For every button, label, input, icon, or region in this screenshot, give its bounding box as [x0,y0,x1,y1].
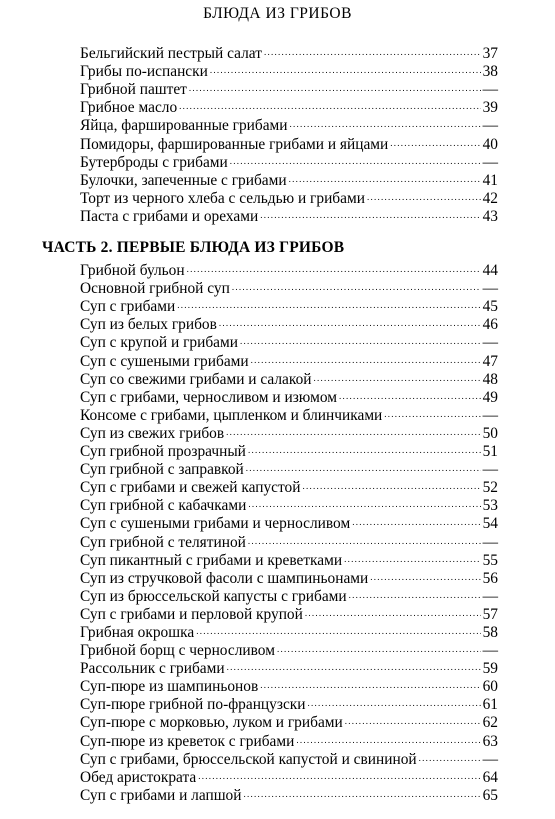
toc-entry-title: Суп-пюре грибной по-французски [80,696,306,714]
toc-entry-page: 44 [482,262,498,280]
toc-entry-title: Суп-пюре из креветок с грибами [80,732,295,750]
toc-entry-page: 52 [482,479,498,497]
toc-entry[interactable] [80,642,498,660]
toc-entry-title: Консоме с грибами, цыпленком и блинчиками [80,406,383,424]
dot-leader [345,714,481,732]
toc-entry-title: Суп грибной с телятиной [80,533,246,551]
toc-entry-title: Суп-пюре из шампиньонов [80,678,259,696]
dot-leader [210,63,481,81]
toc-entry-title: Суп с крупой и грибами [80,334,238,352]
toc-entry[interactable] [80,497,498,515]
dot-leader [189,81,481,99]
toc-entry-page: — [482,280,498,298]
toc-entry-page: 41 [482,171,498,189]
toc-entry-title: Суп-пюре с морковью, луком и грибами [80,714,343,732]
toc-entry-title: Суп из стручковой фасоли с шампиньонами [80,569,369,587]
dot-leader [384,407,480,425]
toc-entry-title: Суп с грибами и лапшой [80,786,242,804]
toc-entry[interactable] [80,696,498,714]
toc-entry-title: Бутерброды с грибами [80,153,228,171]
toc-entry[interactable] [80,63,498,81]
toc-entry-title: Грибная окрошка [80,623,195,641]
toc-entry[interactable] [80,154,498,172]
toc-entry-page: — [482,117,498,135]
toc-entry[interactable] [80,208,498,226]
dot-leader [352,515,480,533]
toc-entry-title: Суп из белых грибов [80,316,217,334]
toc-entry[interactable] [80,407,498,425]
toc-entry[interactable] [80,135,498,153]
toc-entry[interactable] [80,479,498,497]
toc-entry-page: 37 [482,45,498,63]
toc-entry-title: Суп с сушеными грибами [80,352,249,370]
toc-entry[interactable] [80,443,498,461]
toc-entry[interactable] [80,732,498,750]
toc-entry[interactable] [80,81,498,99]
toc-entry-title: Грибное масло [80,99,178,117]
toc-entry-page: 50 [482,424,498,442]
toc-entry-page: — [482,533,498,551]
toc-entry-title: Бельгийский пестрый салат [80,45,262,63]
dot-leader [305,606,481,624]
dot-leader [187,262,481,280]
toc-entry[interactable] [80,99,498,117]
toc-entry-page: 60 [482,678,498,696]
toc-entry-page: — [482,334,498,352]
dot-leader [339,389,481,407]
toc-entry[interactable] [80,751,498,769]
toc-entry-page: 38 [482,63,498,81]
toc-entry-title: Суп из брюссельской капусты с грибами [80,587,347,605]
toc-entry[interactable] [80,533,498,551]
toc-entry-title: Суп с грибами, брюссельской капустой и свининой [80,750,417,768]
dot-leader [302,479,480,497]
toc-entry-page: 55 [482,551,498,569]
toc-entry[interactable] [80,117,498,135]
toc-entry[interactable] [80,714,498,732]
dot-leader [177,298,480,316]
dot-leader [179,99,480,117]
toc-entry-page: 43 [482,207,498,225]
toc-entry-title: Грибной паштет [80,81,187,99]
dot-leader [277,642,481,660]
dot-leader [390,136,480,154]
dot-leader [344,552,480,570]
toc-entry-title: Суп с грибами, черносливом и изюмом [80,388,337,406]
toc-entry[interactable] [80,660,498,678]
toc-entry-page: 42 [482,189,498,207]
toc-entry-title: Суп грибной прозрачный [80,443,246,461]
toc-entry[interactable] [80,461,498,479]
toc-entry-title: Паста с грибами и орехами [80,207,259,225]
toc-part2-list [80,262,498,805]
toc-entry-title: Основной грибной суп [80,280,230,298]
toc-entry-title: Суп с грибами [80,298,176,316]
dot-leader [248,497,480,515]
dot-leader [349,588,481,606]
dot-leader [260,678,480,696]
toc-entry[interactable] [80,280,498,298]
dot-leader [248,443,481,461]
dot-leader [243,787,480,805]
toc-entry-title: Помидоры, фаршированные грибами и яйцами [80,135,389,153]
dot-leader [226,425,480,443]
toc-entry[interactable] [80,515,498,533]
page-header: БЛЮДА ИЗ ГРИБОВ [203,5,352,22]
toc-entry-page: 53 [482,497,498,515]
dot-leader [370,570,480,588]
toc-entry-page: 56 [482,569,498,587]
toc-entry-title: Яйца, фаршированные грибами [80,117,288,135]
toc-entry[interactable] [80,172,498,190]
toc-entry-page: 46 [482,316,498,334]
dot-leader [296,733,480,751]
toc-entry-page: 47 [482,352,498,370]
toc-entry[interactable] [80,190,498,208]
dot-leader [308,696,481,714]
toc-entry-page: 49 [482,388,498,406]
toc-entry-title: Суп с грибами и перловой крупой [80,605,303,623]
toc-entry[interactable] [80,769,498,787]
dot-leader [248,534,481,552]
toc-entry-title: Суп из свежих грибов [80,424,225,442]
toc-entry-page: 63 [482,732,498,750]
toc-entry-page: — [482,750,498,768]
toc-entry-title: Суп грибной с заправкой [80,461,244,479]
toc-entry-page: — [482,406,498,424]
toc-entry-page: 45 [482,298,498,316]
toc-entry[interactable] [80,352,498,370]
toc-entry-title: Суп грибной с кабачками [80,497,247,515]
toc-entry[interactable] [80,425,498,443]
toc-entry[interactable] [80,588,498,606]
toc-entry-page: 57 [482,605,498,623]
dot-leader [198,769,480,787]
toc-entry-page: 58 [482,623,498,641]
toc-entry-title: Обед аристократа [80,768,197,786]
toc-entry-page: — [482,81,498,99]
toc-entry[interactable] [80,606,498,624]
toc-entry-page: 39 [482,99,498,117]
toc-part1-list [80,45,498,226]
dot-leader [196,624,480,642]
toc-entry-page: 61 [482,696,498,714]
toc-entry-page: — [482,461,498,479]
toc-entry-page: 54 [482,515,498,533]
toc-entry[interactable] [80,552,498,570]
toc-entry-title: Суп пикантный с грибами и креветками [80,551,343,569]
toc-entry[interactable] [80,262,498,280]
toc-entry[interactable] [80,570,498,588]
toc-entry-title: Грибной борщ с черносливом [80,642,275,660]
toc-entry-title: Суп с сушеными грибами и черносливом [80,515,351,533]
toc-entry[interactable] [80,787,498,805]
toc-entry-title: Грибы по-испански [80,63,208,81]
toc-entry-page: 40 [482,135,498,153]
toc-entry-page: 48 [482,370,498,388]
toc-entry-page: 65 [482,786,498,804]
toc-entry-page: 64 [482,768,498,786]
dot-leader [219,316,481,334]
dot-leader [264,45,481,63]
dot-leader [230,154,481,172]
dot-leader [367,190,481,208]
toc-entry[interactable] [80,624,498,642]
dot-leader [251,353,481,371]
toc-entry-page: 51 [482,443,498,461]
dot-leader [419,751,481,769]
toc-entry-title: Грибной бульон [80,262,185,280]
toc-entry-page: — [482,153,498,171]
toc-entry[interactable] [80,316,498,334]
toc-entry-page: 59 [482,660,498,678]
toc-entry-page: — [482,642,498,660]
toc-entry[interactable] [80,371,498,389]
toc-entry-title: Рассольник с грибами [80,660,225,678]
toc-entry[interactable] [80,334,498,352]
dot-leader [314,371,481,389]
toc-entry-title: Суп со свежими грибами и салакой [80,370,312,388]
dot-leader [240,334,481,352]
toc-entry[interactable] [80,389,498,407]
toc-entry[interactable] [80,678,498,696]
toc-entry-title: Булочки, запеченные с грибами [80,171,287,189]
dot-leader [227,660,481,678]
toc-entry-page: — [482,587,498,605]
dot-leader [246,461,481,479]
toc-entry-title: Суп с грибами и свежей капустой [80,479,301,497]
section-heading-part2: ЧАСТЬ 2. ПЕРВЫЕ БЛЮДА ИЗ ГРИБОВ [42,239,345,256]
dot-leader [232,280,481,298]
toc-entry[interactable] [80,298,498,316]
dot-leader [289,172,481,190]
toc-entry[interactable] [80,45,498,63]
dot-leader [290,117,481,135]
toc-entry-page: 62 [482,714,498,732]
dot-leader [260,208,480,226]
toc-entry-title: Торт из черного хлеба с сельдью и грибами [80,189,365,207]
